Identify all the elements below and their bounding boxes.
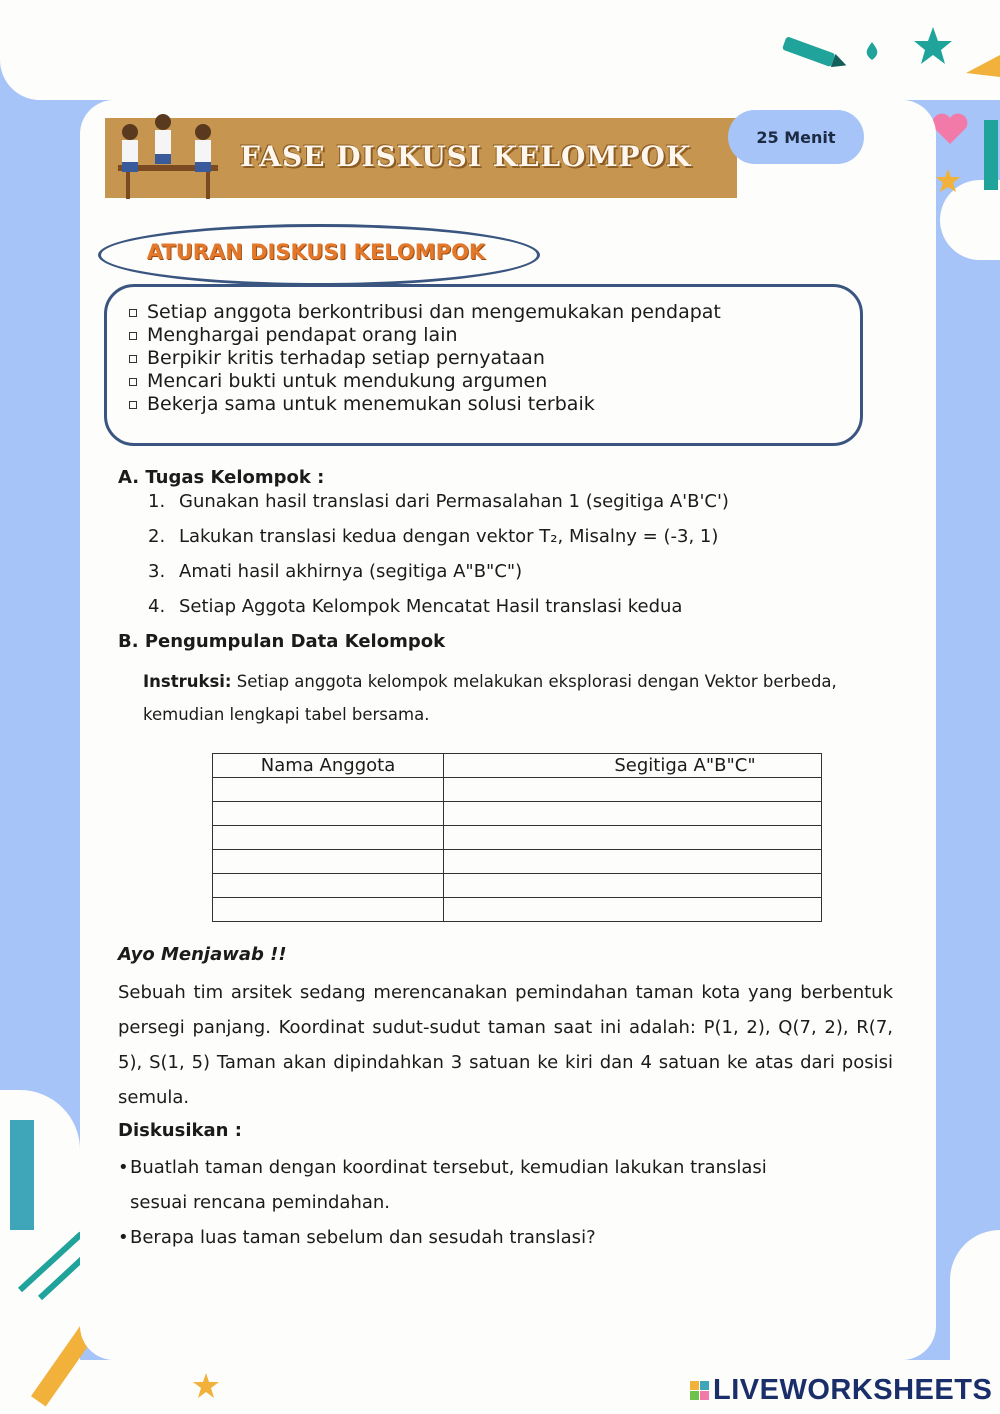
rules-title: ATURAN DISKUSI KELOMPOK [146, 240, 486, 264]
table-row [213, 802, 822, 826]
table-cell-input[interactable] [213, 874, 444, 898]
list-item: Menghargai pendapat orang lain [129, 324, 721, 347]
logo-text: LIVEWORKSHEETS [713, 1374, 993, 1406]
logo-mark-icon [690, 1381, 709, 1400]
table-row [213, 826, 822, 850]
small-star-icon [935, 168, 961, 194]
marker-icon [980, 120, 1000, 190]
instruction-text: Instruksi: Setiap anggota kelompok melakukan eksplorasi dengan Vektor berbeda, kemudian lengkapi tabel bersama. [143, 672, 837, 724]
table-row [213, 778, 822, 802]
page-title: FASE DISKUSI KELOMPOK [240, 140, 692, 173]
ruler-icon [4, 1120, 44, 1230]
table-cell-input[interactable] [444, 826, 822, 850]
square-bullet-icon [129, 309, 137, 317]
list-item: 4. Setiap Aggota Kelompok Mencatat Hasil translasi kedua [148, 596, 683, 617]
section-a-heading: A. Tugas Kelompok : [118, 467, 325, 488]
table-row [213, 874, 822, 898]
square-bullet-icon [129, 401, 137, 409]
heart-icon [930, 110, 970, 146]
list-item: 1. Gunakan hasil translasi dari Permasalahan 1 (segitiga A'B'C') [148, 491, 729, 512]
drop-icon [862, 40, 882, 62]
square-bullet-icon [129, 378, 137, 386]
table-cell-input[interactable] [444, 898, 822, 922]
table-cell-input[interactable] [213, 802, 444, 826]
column-header-segitiga: Segitiga A"B"C" [444, 754, 822, 778]
table-row [213, 850, 822, 874]
time-badge: 25 Menit [728, 110, 864, 164]
list-item: Berpikir kritis terhadap setiap pernyataan [129, 347, 721, 370]
star-icon [912, 25, 954, 67]
students-illustration-icon [108, 110, 230, 202]
table-cell-input[interactable] [444, 850, 822, 874]
data-table [212, 753, 822, 922]
list-item: Bekerja sama untuk menemukan solusi terbaik [129, 393, 721, 416]
background-top-white [0, 0, 1000, 100]
square-bullet-icon [129, 355, 137, 363]
section-b-heading: B. Pengumpulan Data Kelompok [118, 631, 446, 652]
table-cell-input[interactable] [444, 778, 822, 802]
rules-box [104, 284, 863, 446]
pencil-tip-icon [966, 55, 1000, 77]
discussion-item: •Buatlah taman dengan koordinat tersebut, kemudian lakukan translasi sesuai rencana pemindahan. [118, 1150, 808, 1220]
pencil-icon [780, 35, 850, 75]
rules-list [129, 301, 721, 416]
discussion-item: •Berapa luas taman sebelum dan sesudah translasi? [118, 1220, 596, 1255]
table-row [213, 898, 822, 922]
table-header-row [213, 754, 822, 778]
list-item: Mencari bukti untuk mendukung argumen [129, 370, 721, 393]
table-cell-input[interactable] [213, 898, 444, 922]
small-star-yellow-icon [192, 1372, 220, 1400]
bullet-dot: • [118, 1157, 129, 1178]
table-cell-input[interactable] [444, 874, 822, 898]
list-item: 3. Amati hasil akhirnya (segitiga A"B"C") [148, 561, 523, 582]
table-cell-input[interactable] [213, 826, 444, 850]
table-cell-input[interactable] [213, 850, 444, 874]
table-cell-input[interactable] [213, 778, 444, 802]
diskusi-heading: Diskusikan : [118, 1120, 242, 1141]
rules-title-pill [98, 224, 540, 286]
square-bullet-icon [129, 332, 137, 340]
list-item: Setiap anggota berkontribusi dan mengemukakan pendapat [129, 301, 721, 324]
list-item: 2. Lakukan translasi kedua dengan vektor T₂, Misalny = (-3, 1) [148, 526, 719, 547]
bullet-dot: • [118, 1227, 129, 1248]
ayo-menjawab-heading: Ayo Menjawab !! [118, 944, 287, 965]
table-cell-input[interactable] [444, 802, 822, 826]
liveworksheets-logo[interactable] [690, 1374, 992, 1407]
task-list [148, 490, 729, 630]
problem-text: Sebuah tim arsitek sedang merencanakan pemindahan taman kota yang berbentuk persegi panjang. Koordinat sudut-sudut taman saat ini adalah: P(1, 2), Q(7, 2), R(7, 5), S(1, 5) Taman akan dipindahkan 3 satuan ke kiri dan 4 satuan ke atas dari posisi semula. [118, 982, 893, 1108]
column-header-nama: Nama Anggota [213, 754, 444, 778]
